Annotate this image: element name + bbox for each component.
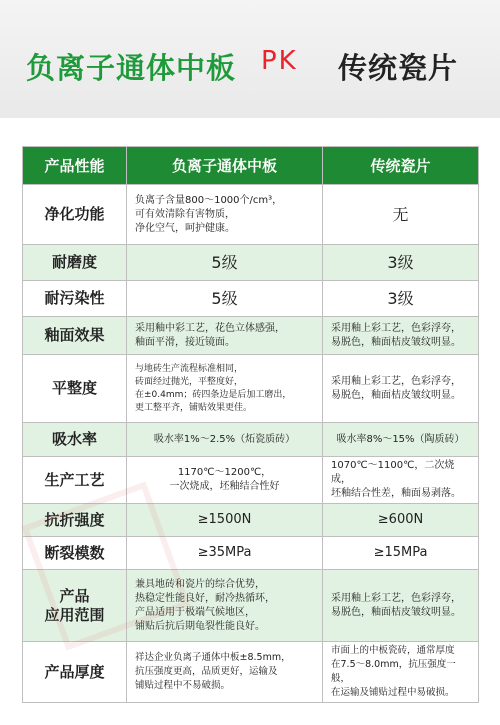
left-cell: 1170℃～1200℃， 一次烧成，坯釉结合性好 xyxy=(127,457,323,504)
header-property: 产品性能 xyxy=(23,147,127,185)
table-header-row xyxy=(23,147,479,185)
left-cell: 祥达企业负离子通体中板±8.5mm， 抗压强度更高，品质更好，运输及 铺贴过程中不易破损。 xyxy=(127,642,323,703)
header-product: 负离子通体中板 xyxy=(127,147,323,185)
table-row xyxy=(23,423,479,457)
table-row xyxy=(23,504,479,537)
row-label: 抗折强度 xyxy=(23,504,127,537)
row-label: 耐污染性 xyxy=(23,281,127,317)
row-label: 产品 应用范围 xyxy=(23,570,127,642)
row-label: 产品厚度 xyxy=(23,642,127,703)
left-cell: 兼具地砖和瓷片的综合优势， 热稳定性能良好，耐冷热循环， 产品适用于极端气候地区， 铺贴后抗后期龟裂性能良好。 xyxy=(127,570,323,642)
right-cell: 采用釉上彩工艺，色彩浮夸， 易脱色，釉面桔皮皱纹明显。 xyxy=(323,317,479,355)
table-row xyxy=(23,355,479,423)
row-label: 生产工艺 xyxy=(23,457,127,504)
row-label: 耐磨度 xyxy=(23,245,127,281)
right-cell: 3级 xyxy=(323,281,479,317)
right-cell: ≥600N xyxy=(323,504,479,537)
right-cell: 采用釉上彩工艺，色彩浮夸， 易脱色，釉面桔皮皱纹明显。 xyxy=(323,355,479,423)
row-label: 净化功能 xyxy=(23,185,127,245)
row-label: 釉面效果 xyxy=(23,317,127,355)
left-cell: ≥35MPa xyxy=(127,537,323,570)
title-main: 负离子通体中板 xyxy=(26,51,237,85)
left-cell: 5级 xyxy=(127,281,323,317)
right-cell: 市面上的中板瓷砖，通常厚度 在7.5～8.0mm，抗压强度一般， 在运输及铺贴过程中易破损。 xyxy=(323,642,479,703)
row-label: 平整度 xyxy=(23,355,127,423)
table-row xyxy=(23,245,479,281)
header-traditional: 传统瓷片 xyxy=(323,147,479,185)
comparison-table xyxy=(22,146,478,703)
right-cell: ≥15MPa xyxy=(323,537,479,570)
right-cell: 3级 xyxy=(323,245,479,281)
table-row xyxy=(23,642,479,703)
left-cell: 负离子含量800～1000个/cm³， 可有效清除有害物质， 净化空气，呵护健康。 xyxy=(127,185,323,245)
right-cell: 1070℃～1100℃，二次烧成， 坯釉结合性差，釉面易剥落。 xyxy=(323,457,479,504)
right-cell: 采用釉上彩工艺，色彩浮夸， 易脱色，釉面桔皮皱纹明显。 xyxy=(323,570,479,642)
left-cell: 与地砖生产流程标准相同， 砖面经过抛光，平整度好， 在±0.4mm；砖四条边是后加工磨出， 更工整平齐，铺贴效果更佳。 xyxy=(127,355,323,423)
left-cell: ≥1500N xyxy=(127,504,323,537)
left-cell: 5级 xyxy=(127,245,323,281)
table-row xyxy=(23,185,479,245)
title-right: 传统瓷片 xyxy=(338,51,459,85)
table-row xyxy=(23,570,479,642)
left-cell: 采用釉中彩工艺，花色立体感强， 釉面平滑，接近镜面。 xyxy=(127,317,323,355)
table-row xyxy=(23,281,479,317)
right-cell: 吸水率8%～15%（陶质砖） xyxy=(323,423,479,457)
row-label: 断裂模数 xyxy=(23,537,127,570)
table-row xyxy=(23,457,479,504)
table-row xyxy=(23,537,479,570)
right-cell: 无 xyxy=(323,185,479,245)
row-label: 吸水率 xyxy=(23,423,127,457)
table-row xyxy=(23,317,479,355)
page-title xyxy=(0,36,500,96)
left-cell: 吸水率1%～2.5%（炻瓷质砖） xyxy=(127,423,323,457)
title-pk: PK xyxy=(261,46,298,76)
